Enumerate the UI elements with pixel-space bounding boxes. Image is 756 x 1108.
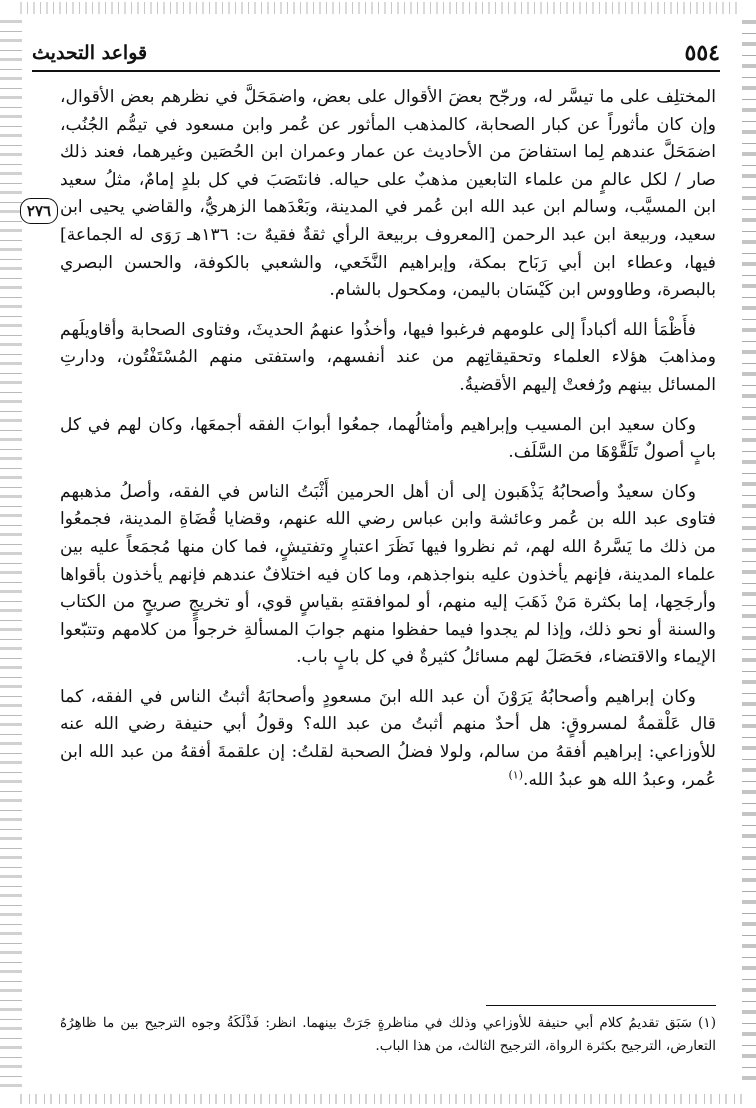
paragraph xyxy=(60,684,716,794)
scan-edge-right xyxy=(742,20,756,1088)
scan-edge-bottom xyxy=(20,1094,742,1104)
running-title: قواعد التحديث xyxy=(32,42,148,64)
page-number: ٥٥٤ xyxy=(684,40,720,66)
scan-edge-top xyxy=(20,2,742,14)
paragraph: وكان سعيدٌ وأصحابُهُ يَذْهَبون إلى أن أهل الحرمين أَثْبَتُ الناس في الفقه، وأصلُ مذهبهم فتاوى عبد الله بن عُمر وعائشة وابن عباس رضي الله عنهم، وقضايا قُضَاةِ المدينة، فجمعُوا من ذلك ما يَسَّرهُ الله لهم، ثم نظروا فيها نَظَرَ اعتبارٍ وتفتيشٍ، فما كان منها مُجمَعاً عليه بين علماء المدينة، فإنهم يأخذون عليه بنواجذهم، وما كان فيه اختلافٌ عندهم فإنهم يأخذون بأقواها وأرجَحِها، إما بكثرة مَنْ ذَهَبَ إليه منهم، أو لموافقتهِ بقياسٍ قوي، أو تخريجٍ صريحٍ من الكتاب والسنة أو نحو ذلك، وإذا لم يجدوا فيما حفظوا منهم جوابَ المسألةِ خرجواً من كلامهم وتتبّعوا الإيماء والاقتضاء، فحَصَلَ لهم مسائلُ كثيرةٌ في كل بابٍ باب. xyxy=(60,481,716,668)
body-text xyxy=(60,84,716,954)
paragraph: وكان سعيد ابن المسيب وإبراهيم وأمثالُهما، جمعُوا أبوابَ الفقه أجمعَها، وكان لهم في كل بابٍ أصولٌ تَلَقَّوْهَا من السَّلَف. xyxy=(60,414,716,463)
paragraph-text: وكان إبراهيم وأصحابُهُ يَرَوْنَ أن عبد الله ابنَ مسعودٍ وأصحابَهُ أثبتُ الناس في الفقه، كما قال عَلْقمةُ لمسروقٍ: هل أحدٌ منهم أثبتُ من عبد الله؟ وقولُ أبي حنيفة رضي الله عنه للأوزاعي: إبراهيم أفقهُ من سالم، ولولا فضلُ الصحبة لقلتُ: إن علقمةَ أفقهُ من عبد الله ابن عُمر، وعبدُ الله هو عبدُ الله. xyxy=(60,686,716,790)
page-header xyxy=(32,36,720,72)
footnote-divider xyxy=(486,1005,716,1006)
footnote: (١) سَبَق تقديمُ كلام أبي حنيفة للأوزاعي وذلك في مناظرةٍ جَرَتْ بينهما. انظر: فَذْلَكَةُ وجوه الترجيح بين ما ظاهِرُهُ التعارض، الترجيح بكثرة الرواة، الترجيح الثالث، من هذا الباب. xyxy=(60,1015,716,1054)
footnote-reference: (١) xyxy=(508,767,523,781)
scan-edge-left xyxy=(0,20,22,1088)
paragraph: المختلِف على ما تيسَّر له، ورجّح بعضَ الأقوال على بعض، واضمَحَلَّ في نظرهم بعض الأقوال، وإن كان مأثوراً عن كبار الصحابة، كالمذهب المأثور عن عُمر وابن مسعود في تيمُّم الجُنُب، اضمَحَلَّ عندهم لِما استفاضَ من الأحاديث عن عمار وعمران ابن الحُصَين وغيرهما، فعند ذلك صار / لكل عالمٍ من علماء التابعين مذهبٌ على حياله. فانتَصَبَ في كل بلدٍ إمامٌ، مثلُ سعيد ابن المسيَّب، وسالم ابن عبد الله ابن عُمر في المدينة، وبَعْدَهما الزهريُّ، والقاضي يحيى ابن سعيد، وربيعة ابن عبد الرحمن [المعروف بربيعة الرأي ثقةٌ فقيهٌ ت: ١٣٦هـ رَوَى له الجماعة] فيها، وعطاء ابن أبي رَبَاح بمكة، وإبراهيم النَّخَعي، والشعبي بالكوفة، والحسن البصري بالبصرة، وطاووس ابن كَيْسَان باليمن، ومكحول بالشام. xyxy=(60,87,716,301)
margin-page-marker: ٢٧٦ xyxy=(20,198,58,224)
paragraph: فأَظْمَأ الله أكباداً إلى علومهم فرغبوا فيها، وأخذُوا عنهمُ الحديثَ، وفتاوى الصحابة وأقاويلَهم ومذاهبَ هؤلاء العلماء وتحقيقاتِهم من عند أنفسهم، واستفتى منهم المُسْتَفْتُون، ودارتِ المسائل بينهم ورُفعتْ إليهم الأقضيةُ. xyxy=(60,319,716,395)
